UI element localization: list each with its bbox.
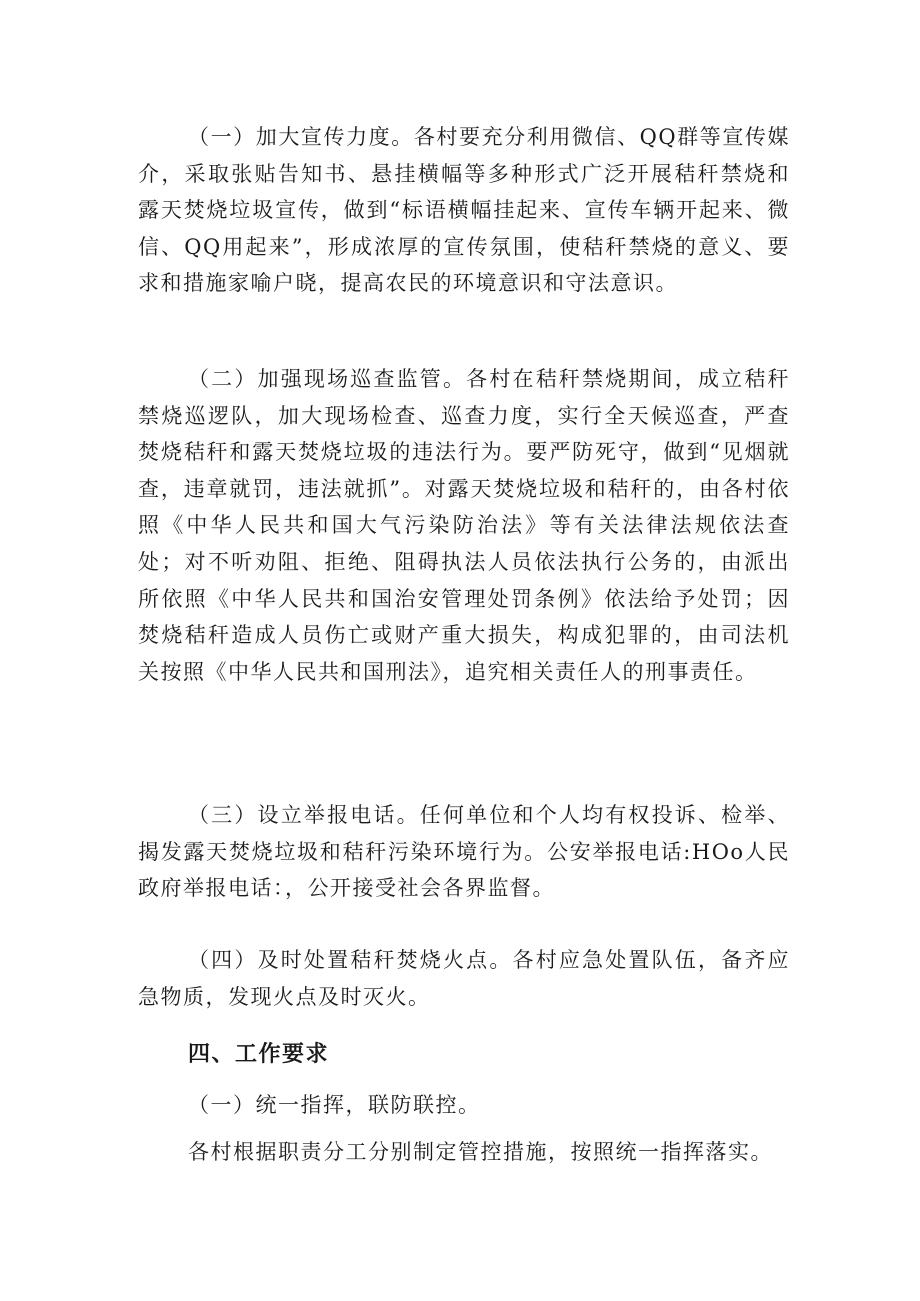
- paragraph-hotline: （三）设立举报电话。任何单位和个人均有权投诉、检举、揭发露天焚烧垃圾和秸秆污染环境行为。公安举报电话:HOo人民政府举报电话：，公开接受社会各界监督。: [138, 803, 790, 901]
- paragraph-inspection: （二）加强现场巡查监管。各村在秸秆禁烧期间，成立秸秆禁烧巡逻队，加大现场检查、巡查力度，实行全天候巡查，严查焚烧秸秆和露天焚烧垃圾的违法行为。要严防死守，做到“见烟就查，违章就罚，违法就抓”。对露天焚烧垃圾和秸秆的，由各村依照《中华人民共和国大气污染防治法》等有关法律法规依法查处；对不听劝阻、拒绝、阻碍执法人员依法执行公务的，由派出所依照《中华人民共和国治安管理处罚条例》依法给予处罚；因焚烧秸秆造成人员伤亡或财产重大损失，构成犯罪的，由司法机关按照《中华人民共和国刑法》，追究相关责任人的刑事责任。: [138, 367, 790, 684]
- subheading: （一）统一指挥，联防联控。: [188, 1093, 481, 1117]
- paragraph-publicity: （一）加大宣传力度。各村要充分利用微信、QQ群等宣传媒介，采取张贴告知书、悬挂横幅等多种形式广泛开展秸秆禁烧和露天焚烧垃圾宣传，做到“标语横幅挂起来、宣传车辆开起来、微信、QQ用起来”，形成浓厚的宣传氛围，使秸秆禁烧的意义、要求和措施家喻户晓，提高农民的环境意识和守法意识。: [138, 125, 790, 296]
- paragraph-command: 各村根据职责分工分别制定管控措施，按照统一指挥落实。: [188, 1140, 773, 1164]
- section-heading: 四、工作要求: [188, 1042, 330, 1067]
- paragraph-fire-response: （四）及时处置秸秆焚烧火点。各村应急处置队伍，备齐应急物质，发现火点及时灭火。: [138, 948, 790, 1009]
